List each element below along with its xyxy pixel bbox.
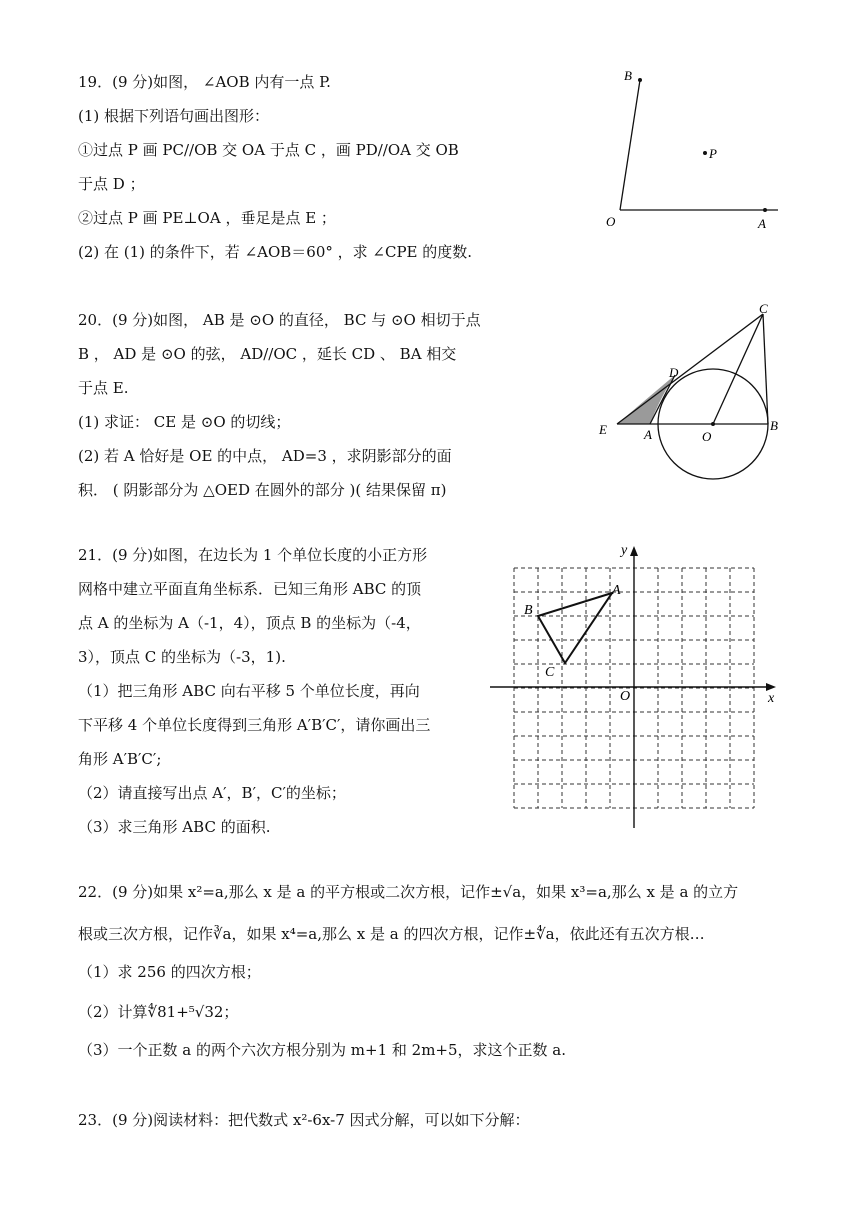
label-b: B	[770, 418, 778, 433]
label-d: D	[669, 365, 679, 380]
q21-line-1: 21．(9 分)如图，在边长为 1 个单位长度的小正方形	[78, 546, 428, 564]
q22-line-3: （1）求 256 的四次方根；	[78, 963, 261, 981]
q20-line-4: (1) 求证： CE 是 ⊙O 的切线；	[78, 413, 291, 431]
center-o	[711, 422, 715, 426]
point-a	[763, 208, 767, 212]
q20-line-2: B ， AD 是 ⊙O 的弦， AD//OC ，延长 CD 、 BA 相交	[78, 345, 457, 363]
q19-line-4: 于点 D ；	[78, 175, 145, 193]
label-c: C	[545, 665, 555, 680]
q21-line-7: 角形 A′B′C′;	[78, 750, 162, 768]
label-b: B	[624, 68, 632, 83]
q19-line-6: (2) 在 (1) 的条件下，若 ∠AOB＝60° ，求 ∠CPE 的度数.	[78, 243, 473, 261]
angle-aob-figure	[590, 60, 790, 240]
q21-line-2: 网格中建立平面直角坐标系．已知三角形 ABC 的顶	[78, 580, 422, 598]
q19-line-5: ②过点 P 画 PE⊥OA ，垂足是点 E ；	[78, 209, 336, 227]
q20-line-6: 积． ( 阴影部分为 △OED 在圆外的部分 )( 结果保留 π)	[78, 481, 447, 499]
x-axis-arrow	[766, 683, 776, 691]
point-b	[638, 78, 642, 82]
q19-line-1: 19．(9 分)如图， ∠AOB 内有一点 P.	[78, 73, 331, 91]
label-o: O	[620, 689, 631, 704]
q20-line-5: (2) 若 A 恰好是 OE 的中点， AD=3 ，求阴影部分的面	[78, 447, 452, 465]
label-a: A	[758, 216, 766, 231]
ray-ob	[620, 80, 640, 210]
q22-line-2: 根或三次方根，记作∛a，如果 x⁴=a,那么 x 是 a 的四次方根，记作±∜a，依此还有五次方根…	[78, 925, 705, 943]
circle-tangent-figure	[595, 300, 795, 490]
point-p	[703, 151, 707, 155]
q21-line-3: 点 A 的坐标为 A（-1，4），顶点 B 的坐标为（-4，	[78, 614, 421, 632]
label-e: E	[599, 422, 607, 437]
q21-line-9: （3）求三角形 ABC 的面积.	[78, 818, 271, 836]
label-o: O	[702, 429, 712, 444]
y-axis-arrow	[630, 546, 638, 556]
q21-line-4: 3），顶点 C 的坐标为（-3，1).	[78, 648, 286, 666]
q22-line-5: （3）一个正数 a 的两个六次方根分别为 m+1 和 2m+5，求这个正数 a.	[78, 1041, 567, 1059]
q23-line-1: 23．(9 分)阅读材料：把代数式 x²-6x-7 因式分解，可以如下分解：	[78, 1111, 530, 1129]
line-ec	[617, 314, 763, 424]
coordinate-grid-figure	[488, 538, 788, 833]
label-o: O	[606, 214, 616, 229]
q20-line-3: 于点 E.	[78, 379, 129, 397]
q22-line-1: 22．(9 分)如果 x²=a,那么 x 是 a 的平方根或二次方根，记作±√a，如果 x³=a,那么 x 是 a 的立方	[78, 883, 739, 901]
q20-line-1: 20．(9 分)如图， AB 是 ⊙O 的直径， BC 与 ⊙O 相切于点	[78, 311, 481, 329]
q22-line-4: （2）计算∜81+⁵√32；	[78, 1003, 239, 1021]
label-a: A	[612, 583, 621, 598]
label-x: x	[768, 691, 775, 706]
q19-line-2: (1) 根据下列语句画出图形：	[78, 107, 270, 125]
q21-line-8: （2）请直接写出点 A′，B′，C′的坐标；	[78, 784, 346, 802]
q21-line-5: （1）把三角形 ABC 向右平移 5 个单位长度，再向	[78, 682, 420, 700]
label-y: y	[621, 543, 628, 558]
triangle-abc	[538, 593, 612, 663]
label-b: B	[524, 603, 533, 618]
q19-line-3: ①过点 P 画 PC//OB 交 OA 于点 C ，画 PD//OA 交 OB	[78, 141, 459, 159]
label-p: P	[709, 146, 717, 161]
q21-line-6: 下平移 4 个单位长度得到三角形 A′B′C′，请你画出三	[78, 716, 431, 734]
label-a: A	[644, 427, 652, 442]
label-c: C	[759, 301, 768, 316]
